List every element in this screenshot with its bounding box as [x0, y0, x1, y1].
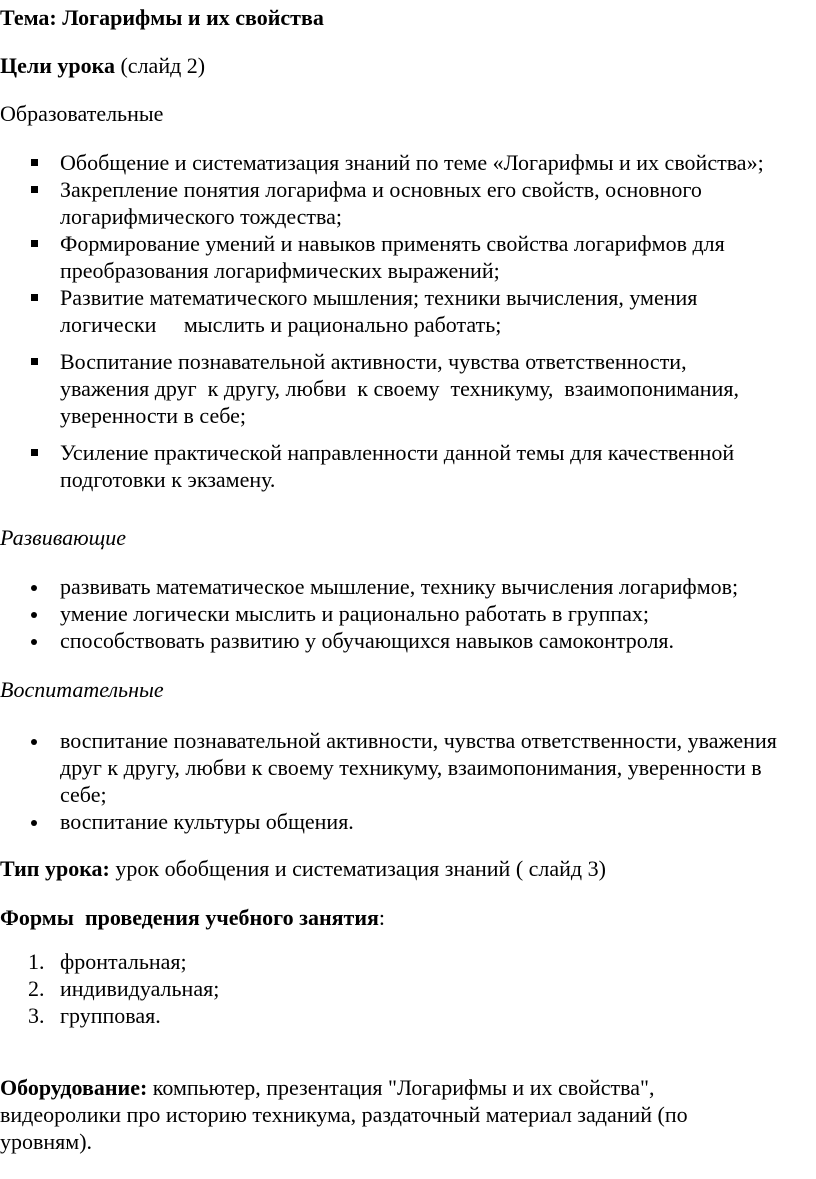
square-bullet-icon [31, 449, 38, 456]
list-item-line: уверенности в себе; [60, 403, 247, 428]
lesson-type-value: урок обобщения и систематизация знаний ( слайд 3) [115, 856, 606, 881]
equipment-line-2: видеоролики про историю техникума, раздаточный материал заданий (по [0, 1102, 688, 1127]
equipment-line-1 [0, 1074, 654, 1101]
list-item-line: логарифмического тождества; [60, 204, 343, 229]
list-number: 3. [28, 1003, 45, 1028]
equipment-line-3: уровням). [0, 1129, 93, 1154]
list-item-line: Воспитание познавательной активности, чувства ответственности, [60, 349, 687, 374]
upbringing-heading: Воспитательные [0, 677, 164, 702]
list-item [0, 573, 816, 600]
goals-line [0, 52, 205, 79]
list-item [0, 600, 816, 627]
list-item [0, 149, 816, 176]
list-item [0, 230, 816, 284]
list-item [0, 727, 816, 808]
developing-heading: Развивающие [0, 525, 127, 550]
equipment-label: Оборудование: [0, 1075, 148, 1100]
round-bullet-icon [31, 639, 37, 645]
round-bullet-icon [31, 739, 37, 745]
goals-note: (слайд 2) [120, 53, 206, 78]
list-item [0, 1002, 816, 1029]
list-item-line: умение логически мыслить и рационально работать в группах; [60, 601, 649, 626]
forms-colon: : [378, 905, 386, 930]
round-bullet-icon [31, 585, 37, 591]
round-bullet-icon [31, 612, 37, 618]
list-item-line: преобразования логарифмических выражений; [60, 258, 500, 283]
list-item [0, 348, 816, 429]
list-item-line: развивать математическое мышление, технику вычисления логарифмов; [60, 574, 739, 599]
list-item [0, 439, 816, 493]
list-item [0, 808, 816, 835]
list-item-line: фронтальная; [60, 949, 187, 974]
square-bullet-icon [31, 186, 38, 193]
list-item-line: воспитание культуры общения. [60, 809, 354, 834]
topic-line [0, 4, 324, 31]
list-item [0, 284, 816, 338]
list-item-line: Формирование умений и навыков применять свойства логарифмов для [60, 231, 725, 256]
educational-heading: Образовательные [0, 101, 164, 126]
list-item [0, 627, 816, 654]
educational-list [0, 149, 816, 493]
square-bullet-icon [31, 240, 38, 247]
list-item [0, 176, 816, 230]
list-item-line: способствовать развитию у обучающихся навыков самоконтроля. [60, 628, 675, 653]
list-number: 2. [28, 976, 45, 1001]
forms-line [0, 904, 385, 931]
square-bullet-icon [31, 159, 38, 166]
list-item-line: групповая. [60, 1003, 161, 1028]
topic-label: Тема: [0, 5, 57, 30]
list-item-line: индивидуальная; [60, 976, 220, 1001]
list-item-line: Закрепление понятия логарифма и основных его свойств, основного [60, 177, 702, 202]
list-item [0, 948, 816, 975]
square-bullet-icon [31, 294, 38, 301]
round-bullet-icon [31, 820, 37, 826]
goals-label: Цели урока [0, 53, 115, 78]
forms-label: Формы проведения учебного занятия [0, 905, 379, 930]
list-item-line: воспитание познавательной активности, чувства ответственности, уважения [60, 728, 777, 753]
forms-list [0, 948, 816, 1029]
list-item-line: Развитие математического мышления; техники вычисления, умения [60, 285, 698, 310]
list-item-line: Усиление практической направленности данной темы для качественной [60, 440, 735, 465]
upbringing-list [0, 727, 816, 835]
list-item-line: Обобщение и систематизация знаний по теме «Логарифмы и их свойства»; [60, 150, 764, 175]
list-item [0, 975, 816, 1002]
topic-value: Логарифмы и их свойства [62, 5, 324, 30]
list-item-line: друг к другу, любви к своему техникуму, взаимопонимания, уверенности в [60, 755, 762, 780]
list-item-line: подготовки к экзамену. [60, 467, 276, 492]
equipment-text: компьютер, презентация "Логарифмы и их свойства", [152, 1075, 655, 1100]
developing-list [0, 573, 816, 654]
list-item-line: себе; [60, 782, 107, 807]
list-item-line: уважения друг к другу, любви к своему техникуму, взаимопонимания, [60, 376, 739, 401]
list-item-line: логически мыслить и рационально работать; [60, 312, 502, 337]
lesson-type-line [0, 855, 606, 882]
lesson-type-label: Тип урока: [0, 856, 110, 881]
list-number: 1. [28, 949, 45, 974]
square-bullet-icon [31, 358, 38, 365]
